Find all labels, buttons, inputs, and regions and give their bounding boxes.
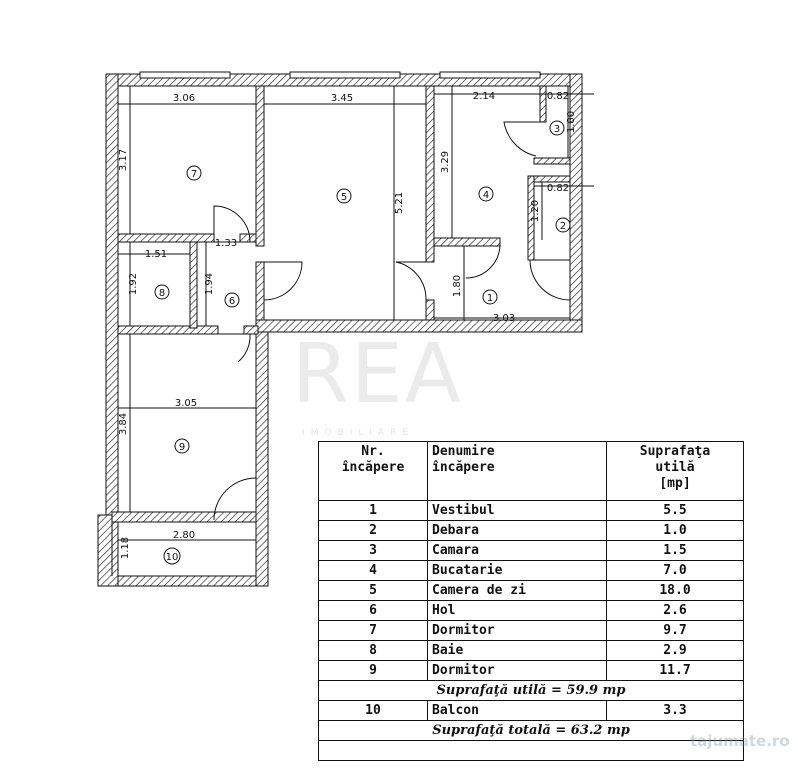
header-nr: Nr. încăpere [319,442,428,501]
header-name: Denumire încăpere [428,442,607,501]
watermark-tagline: IMOBILIARE [302,428,415,438]
dim-1-20: 1.20 [530,199,541,223]
dim-1-94: 1.94 [204,272,215,296]
room-marker-10: 10 [165,552,179,563]
room-marker-7: 7 [190,169,198,180]
room-marker-3: 3 [553,124,561,135]
dim-3-29: 3.29 [440,150,451,174]
room-marker-6: 6 [228,296,236,307]
room-marker-2: 2 [559,221,567,232]
dim-1-18: 1.18 [120,536,131,560]
dim-2-14: 2.14 [472,91,496,102]
room-area-table [318,441,744,761]
table-row: 7 Dormitor 9.7 [319,621,744,641]
table-row: 3 Camara 1.5 [319,541,744,561]
dim-3-05: 3.05 [174,398,198,409]
dim-0-82-mid: 0.82 [546,183,570,194]
site-watermark: tajumate.ro [690,732,790,750]
dim-0-82-top: 0.82 [546,91,570,102]
table-row: 6 Hol 2.6 [319,601,744,621]
table-row-balcony: 10 Balcon 3.3 [319,701,744,721]
dim-1-51: 1.51 [144,249,168,260]
useful-area-total-row: Suprafaţă utilă = 59.9 mp [319,681,744,701]
watermark-logo: REA [292,327,463,422]
dim-1-33: 1.33 [214,238,238,249]
table-header-row [319,442,744,501]
table-row: 5 Camera de zi 18.0 [319,581,744,601]
room-marker-5: 5 [340,192,348,203]
dim-2-80: 2.80 [172,530,196,541]
dim-1-92: 1.92 [128,272,139,296]
dim-1-80-vest: 1.80 [452,274,463,298]
dim-3-45: 3.45 [330,93,354,104]
table-row: 9 Dormitor 11.7 [319,661,744,681]
room-marker-9: 9 [178,442,186,453]
room-marker-1: 1 [486,293,494,304]
table-row: 2 Debara 1.0 [319,521,744,541]
dim-3-03: 3.03 [492,313,516,324]
grand-total-row: Suprafaţă totală = 63.2 mp [319,721,744,741]
room-marker-8: 8 [158,288,166,299]
windows [140,72,540,78]
room-marker-4: 4 [482,190,490,201]
dim-1-80-side: 1.80 [566,110,577,134]
dim-3-06: 3.06 [172,93,196,104]
table-empty-row [319,741,744,761]
table-row: 8 Baie 2.9 [319,641,744,661]
table-row: 1 Vestibul 5.5 [319,501,744,521]
dim-3-84: 3.84 [118,412,129,436]
header-area: Suprafaţa utilă [mp] [607,442,744,501]
dim-5-21: 5.21 [394,191,405,215]
dim-3-17: 3.17 [118,148,129,172]
table-row: 4 Bucatarie 7.0 [319,561,744,581]
